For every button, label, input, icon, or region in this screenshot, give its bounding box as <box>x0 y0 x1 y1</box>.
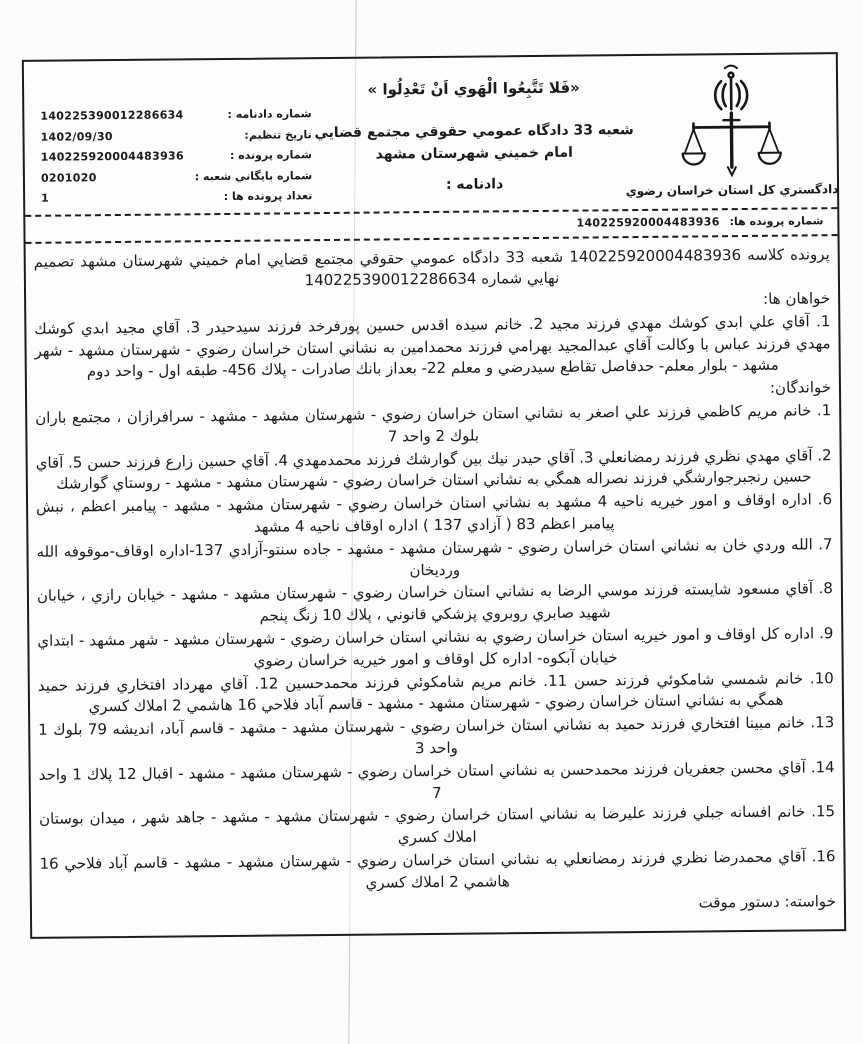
defendant-entry: 6. اداره اوقاف و امور خيريه ناحيه 4 مشهد به نشاني استان خراسان رضوي - شهرستان مشهد - مشهد - پيامبر اعظم ، نبش پيامبر اعظم 83 ( آزادي 137 ) اداره اوقاف ناحيه 4 مشهد <box>36 490 833 536</box>
field-judgment-number <box>40 107 311 123</box>
field-case-count <box>41 189 312 205</box>
field-value: 1402/09/30 <box>40 129 113 144</box>
defendants-heading: خواندگان: <box>769 378 832 398</box>
field-label: شماره بايگاني شعبه : <box>194 168 313 183</box>
field-value: 140225390012286634 <box>40 108 184 123</box>
defendant-entry: 15. خانم افسانه جبلي فرزند عليرضا به نشاني استان خراسان رضوي - شهرستان مشهد - مشهد - جاهد شهر ، ميدان بوستان املاك كسري <box>39 802 836 847</box>
plaintiffs-heading: خواهان ها: <box>763 289 831 308</box>
case-numbers-value: 140225920004483936 <box>576 214 720 230</box>
field-archive-number <box>41 169 312 185</box>
defendant-entry: 16. آقاي محمدرضا نظري فرزند رمضانعلي به نشاني استان خراسان رضوي - شهرستان مشهد - مشهد - قاسم آباد فلاحي 16 هاشمي 2 املاك كسري <box>39 847 836 892</box>
claim-line: خواسته: دستور موقت <box>698 891 836 912</box>
defendant-entry: 7. الله وردي خان به نشاني استان خراسان رضوي - شهرستان مشهد - مشهد - جاده سنتو-آزادي 137-اداره اوقاف-موقوفه الله ورديخان <box>36 535 833 579</box>
field-label: تعداد پرونده ها : <box>223 189 313 204</box>
plaintiffs-paragraph: 1. آقاي علي ابدي كوشك مهدي فرزند مجيد 2. خانم سيده اقدس حسين پورفرخد فرزند سيدحيدر 3. آقاي مجيد ابدي كوشك مهدي فرزند عباس با وكالت آقاي عبدالمجيد بهرامي فرزند محمدامين به نشاني استان خراسان رضوي - شهرستان مشهد - شهر مشهد - بلوار معلم- حدفاصل تقاطع سيدرضي و معلم 22- بعداز بانك صادرات - پلاك 456- طبقه اول - واحد دوم <box>34 312 831 381</box>
case-numbers-label: شماره پرونده ها: <box>729 213 824 228</box>
field-label: تاريخ تنظيم: <box>244 127 312 142</box>
field-value: 140225920004483936 <box>40 149 184 164</box>
defendant-entry: 14. آقاي محسن جعفريان فرزند محمدحسن به نشاني استان خراسان رضوي - شهرستان مشهد - مشهد - اقبال 12 پلاك 1 واحد 7 <box>38 757 835 802</box>
defendant-entry: 13. خانم مبينا افتخاري فرزند حميد به نشاني استان خراسان رضوي - شهرستان مشهد - مشهد - قاسم آباد، انديشه 79 بلوك 1 واحد 3 <box>38 713 835 758</box>
judiciary-org-name: دادگستري كل استان خراسان رضوي <box>625 182 839 199</box>
field-case-number <box>41 148 312 164</box>
court-judgment-document <box>22 52 846 939</box>
header-center <box>311 64 637 210</box>
judgment-body <box>26 236 845 938</box>
case-intro-paragraph: پرونده كلاسه 140225920004483936 شعبه 33 دادگاه عمومي حقوقي مجتمع قضايي امام خميني شهرستان مشهد تصميم نهايي شماره 140225390012286634 <box>33 244 830 290</box>
defendant-entry: 8. آقاي مسعود شايسته فرزند موسي الرضا به نشاني استان خراسان رضوي - شهرستان مشهد - مشهد - خيابان رازي ، خيابان شهيد صابري روبروي پزشكي قانوني ، پلاك 10 زنگ پنجم <box>36 579 833 625</box>
quran-verse: «فَلا تَتَّبِعُوا الْهَوي اَنْ تَعْدِلُوا » <box>367 78 580 99</box>
field-label: شماره پرونده : <box>229 148 312 162</box>
defendant-entry: 2. آقاي مهدي نظري فرزند رمضانعلي 3. آقاي حيدر نيك بين گوارشك فرزند محمدمهدي 4. آقاي حسين زارع فرزند حسن 5. آقاي حسين رنجبرجوارشگي فرزند نصراله همگي به نشاني استان خراسان رضوي - شهرستان مشهد - مشهد - روستاي گوارشك <box>35 445 832 494</box>
field-issue-date <box>40 128 311 144</box>
emblem-column <box>625 62 839 206</box>
defendant-entry: 10. خانم شمسي شامكوئي فرزند حسن 11. خانم مريم شامكوئي فرزند محمدحسين 12. آقاي مهرداد افتخاري فرزند حميد همگي به نشاني استان خراسان رضوي - شهرستان مشهد - مشهد - قاسم آباد فلاحي 16 هاشمي 2 املاك كسري <box>37 668 834 716</box>
defendant-entry: 9. اداره كل اوقاف و امور خيريه استان خراسان رضوي به نشاني استان خراسان رضوي - شهرستان مشهد - شهر مشهد - ابتداي خيابان آبكوه- اداره كل اوقاف و امور خيريه خراسان رضوي <box>37 624 834 670</box>
field-label: شماره دادنامه : <box>227 107 312 121</box>
judiciary-scales-emblem-icon <box>679 63 784 182</box>
judgment-title: دادنامه : <box>445 176 504 194</box>
field-value: 1 <box>41 191 50 205</box>
document-header <box>24 54 837 216</box>
court-branch-name: شعبه 33 دادگاه عمومي حقوقي مجتمع قضايي امام خميني شهرستان مشهد <box>314 122 634 163</box>
header-fields <box>34 67 313 212</box>
defendant-entry: 1. خانم مريم كاظمي فرزند علي اصغر به نشاني استان خراسان رضوي - شهرستان مشهد - مشهد - سرافرازان ، مجتمع باران بلوك 2 واحد 7 <box>35 401 832 446</box>
field-value: 0201020 <box>40 170 97 185</box>
